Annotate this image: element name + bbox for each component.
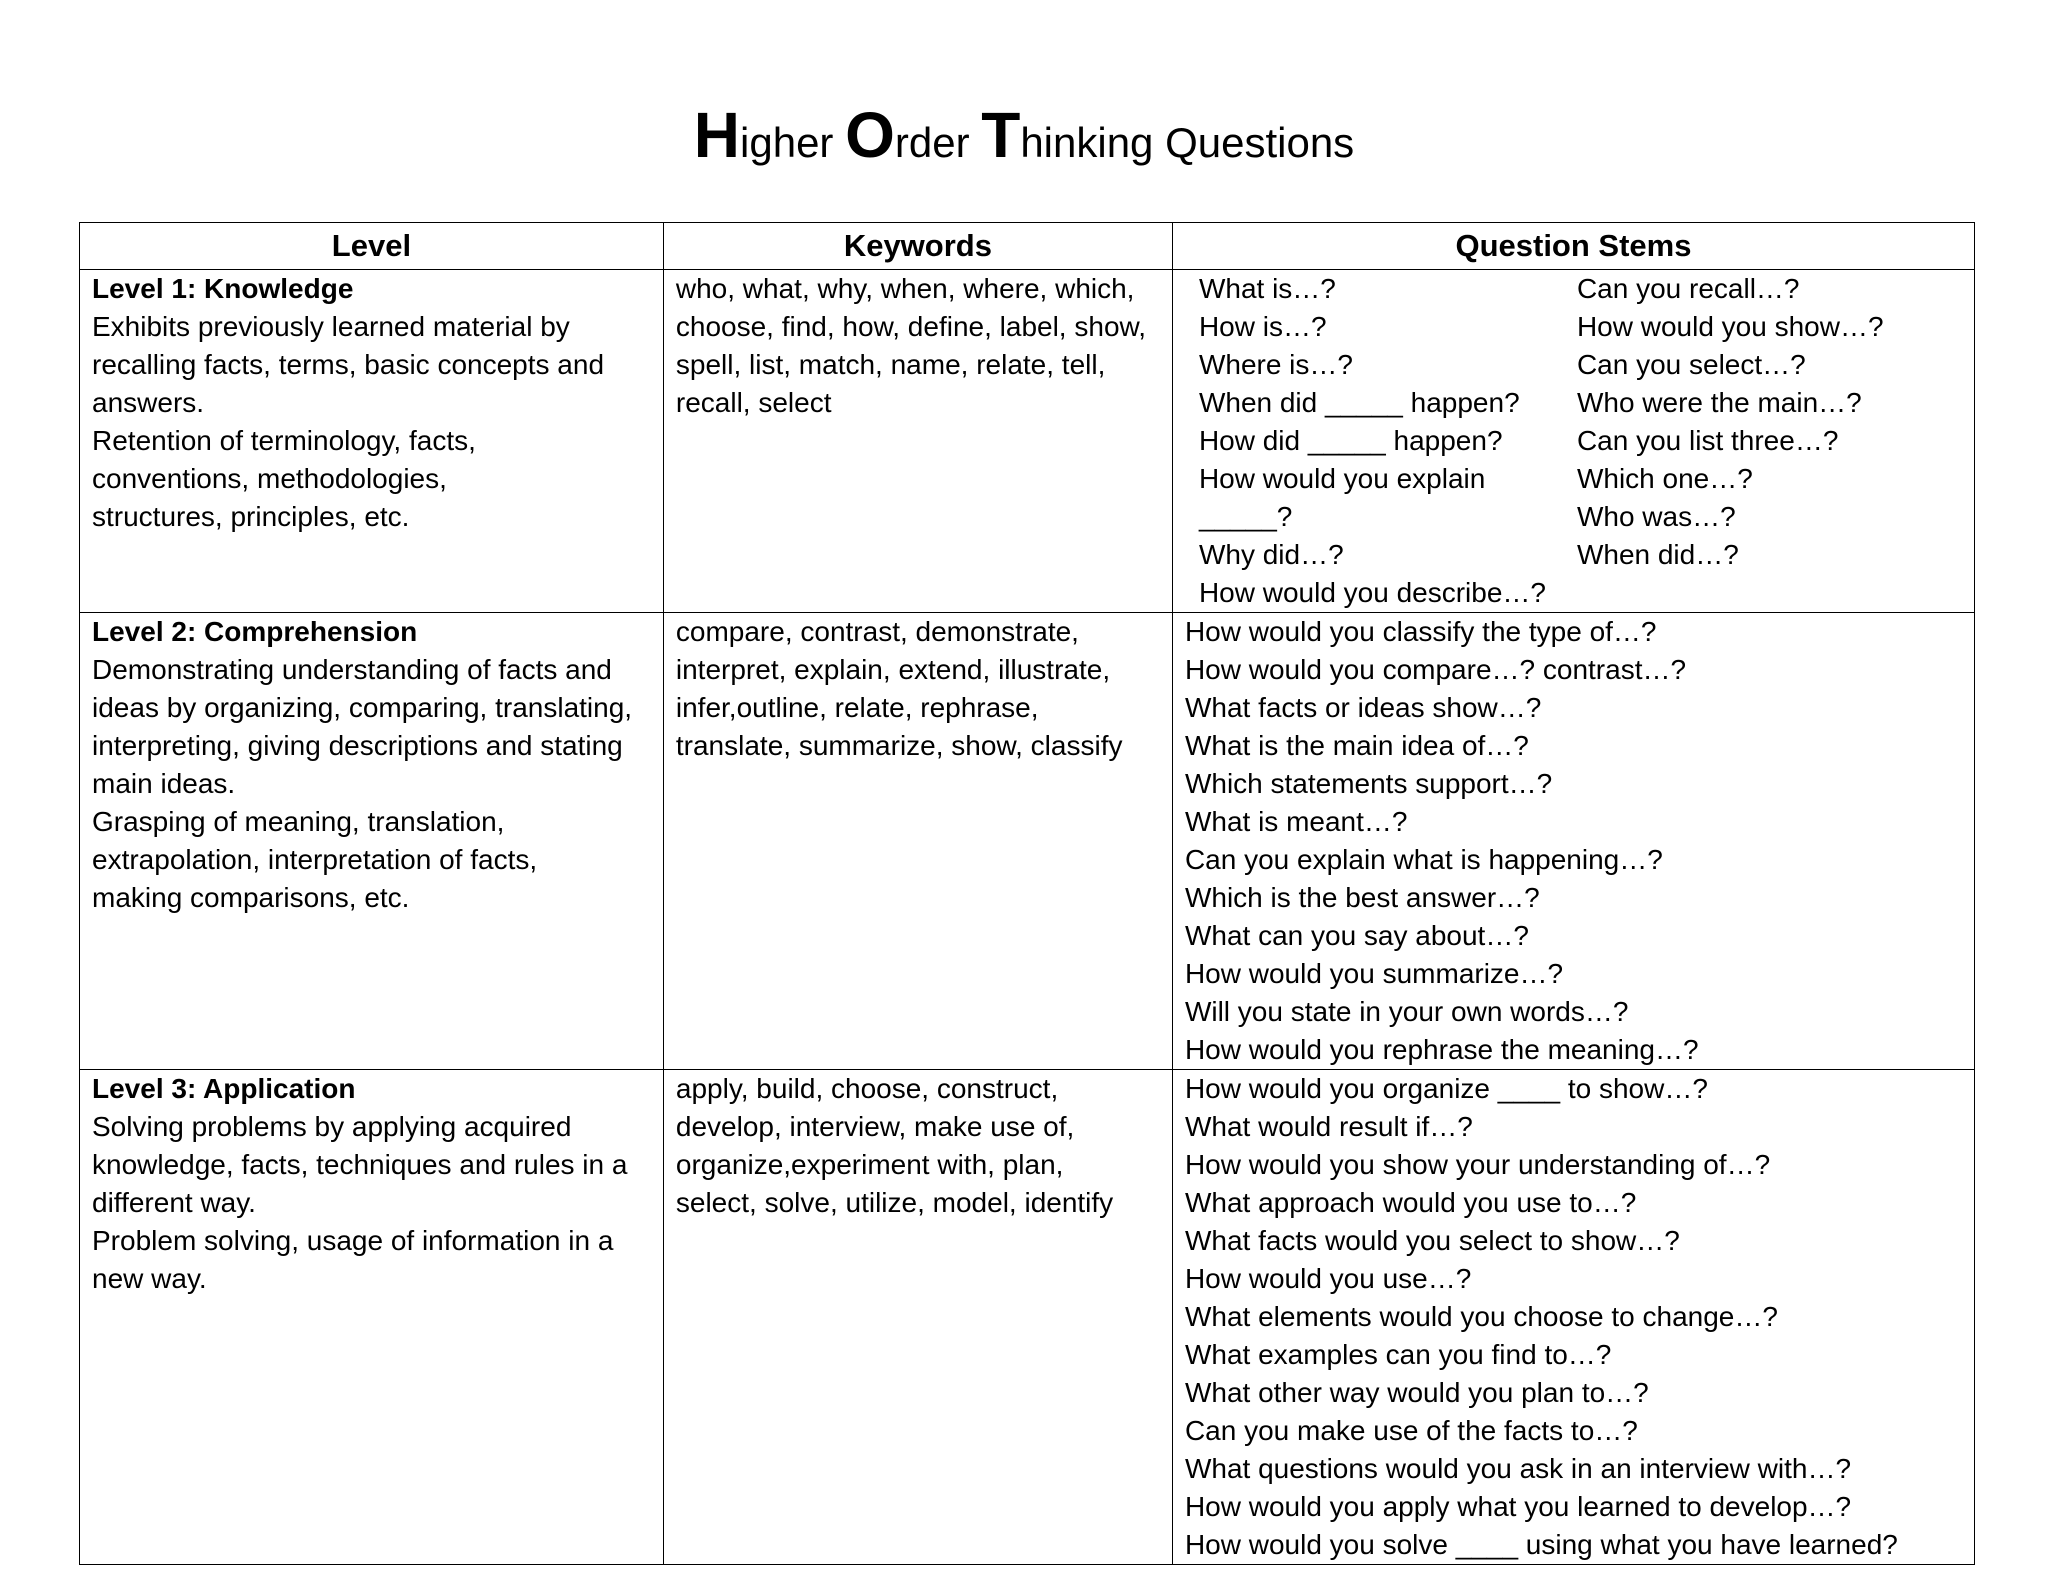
question-stem: What facts would you select to show…?	[1184, 1225, 1680, 1256]
keywords-line: spell, list, match, name, relate, tell,	[675, 349, 1106, 380]
question-stem: How would you describe…?	[1198, 577, 1546, 608]
question-stem: What is the main idea of…?	[1184, 730, 1529, 761]
level-description-line: new way.	[92, 1263, 207, 1294]
keywords-line: compare, contrast, demonstrate,	[675, 616, 1079, 647]
question-stem: How is…?	[1198, 311, 1327, 342]
title-part-o: rder	[894, 119, 982, 166]
title-cap-h: H	[693, 99, 741, 171]
title-part-t: hinking Questions	[1020, 119, 1355, 166]
keywords-line: develop, interview, make use of,	[675, 1111, 1075, 1142]
question-stem: Why did…?	[1198, 539, 1344, 570]
level-description-line: knowledge, facts, techniques and rules in a	[92, 1149, 628, 1180]
question-stem: What can you say about…?	[1184, 920, 1529, 951]
header-question-stems: Question Stems	[1172, 223, 1974, 270]
level-description-line: Retention of terminology, facts,	[92, 425, 476, 456]
question-stem: How would you show…?	[1576, 311, 1884, 342]
question-stem: How would you show your understanding of…?	[1184, 1149, 1771, 1180]
page-title	[0, 99, 2048, 176]
header-keywords: Keywords	[663, 223, 1172, 270]
keywords-cell	[663, 270, 1172, 613]
question-stem: Can you explain what is happening…?	[1184, 844, 1663, 875]
question-stem: _____?	[1198, 501, 1293, 532]
question-stem: Which is the best answer…?	[1184, 882, 1540, 913]
level-description-line: interpreting, giving descriptions and stating	[92, 730, 623, 761]
keywords-line: infer,outline, relate, rephrase,	[675, 692, 1039, 723]
question-stem: What questions would you ask in an interview with…?	[1184, 1453, 1852, 1484]
question-stem: How would you summarize…?	[1184, 958, 1564, 989]
level-description-line: main ideas.	[92, 768, 236, 799]
question-stem: How would you classify the type of…?	[1184, 616, 1657, 647]
title-cap-t: T	[981, 99, 1021, 171]
table-header-row	[80, 223, 1975, 270]
question-stem: How would you use…?	[1184, 1263, 1472, 1294]
question-stem: What facts or ideas show…?	[1184, 692, 1542, 723]
stems-cell	[1172, 270, 1974, 613]
question-stem: Can you list three…?	[1576, 425, 1839, 456]
keywords-line: apply, build, choose, construct,	[675, 1073, 1059, 1104]
keywords-line: recall, select	[675, 387, 832, 418]
question-stem: How would you compare…? contrast…?	[1184, 654, 1687, 685]
question-stem: Where is…?	[1198, 349, 1353, 380]
level-description-line: Solving problems by applying acquired	[92, 1111, 572, 1142]
table-row-knowledge	[80, 270, 1975, 613]
question-stem: How would you solve ____ using what you have learned?	[1184, 1529, 1898, 1560]
level-description-line: ideas by organizing, comparing, translating,	[92, 692, 633, 723]
question-stem: What examples can you find to…?	[1184, 1339, 1612, 1370]
question-stem: Which statements support…?	[1184, 768, 1553, 799]
question-stem: How would you organize ____ to show…?	[1184, 1073, 1708, 1104]
level-description-line: Grasping of meaning, translation,	[92, 806, 505, 837]
level-description-line: Exhibits previously learned material by	[92, 311, 570, 342]
level-cell	[80, 613, 664, 1070]
level-description-line: making comparisons, etc.	[92, 882, 410, 913]
table-row-comprehension	[80, 613, 1975, 1070]
level-title: Level 1: Knowledge	[92, 273, 354, 304]
table-row-application	[80, 1070, 1975, 1565]
question-stem: What elements would you choose to change…?	[1184, 1301, 1778, 1332]
question-stem: Who were the main…?	[1576, 387, 1862, 418]
question-stem: When did _____ happen?	[1198, 387, 1520, 418]
title-part-h: igher	[740, 119, 846, 166]
question-stem: Can you select…?	[1576, 349, 1806, 380]
level-description-line: recalling facts, terms, basic concepts and	[92, 349, 605, 380]
question-stem: What is…?	[1198, 273, 1336, 304]
level-cell	[80, 1070, 664, 1565]
question-stem: Can you recall…?	[1576, 273, 1800, 304]
question-stem: How did _____ happen?	[1198, 425, 1503, 456]
question-stem: When did…?	[1576, 539, 1739, 570]
keywords-line: organize,experiment with, plan,	[675, 1149, 1064, 1180]
question-stem: What would result if…?	[1184, 1111, 1473, 1142]
level-title: Level 2: Comprehension	[92, 616, 418, 647]
level-cell	[80, 270, 664, 613]
keywords-line: interpret, explain, extend, illustrate,	[675, 654, 1111, 685]
keywords-line: select, solve, utilize, model, identify	[675, 1187, 1114, 1218]
keywords-line: who, what, why, when, where, which,	[675, 273, 1135, 304]
level-description-line: answers.	[92, 387, 205, 418]
stems-column-left	[1199, 270, 1577, 612]
level-description-line: different way.	[92, 1187, 256, 1218]
keywords-cell	[663, 1070, 1172, 1565]
header-level: Level	[80, 223, 664, 270]
question-stem: Can you make use of the facts to…?	[1184, 1415, 1638, 1446]
question-stem: How would you rephrase the meaning…?	[1184, 1034, 1699, 1065]
stems-cell	[1172, 1070, 1974, 1565]
level-description-line: Demonstrating understanding of facts and	[92, 654, 612, 685]
question-stem: How would you explain	[1198, 463, 1486, 494]
question-stem: What approach would you use to…?	[1184, 1187, 1637, 1218]
question-stem: What other way would you plan to…?	[1184, 1377, 1649, 1408]
keywords-line: choose, find, how, define, label, show,	[675, 311, 1146, 342]
stems-cell	[1172, 613, 1974, 1070]
hot-questions-table	[79, 222, 1975, 1565]
title-cap-o: O	[845, 99, 895, 171]
level-title: Level 3: Application	[92, 1073, 356, 1104]
question-stem: How would you apply what you learned to develop…?	[1184, 1491, 1852, 1522]
level-description-line: extrapolation, interpretation of facts,	[92, 844, 538, 875]
question-stem: Will you state in your own words…?	[1184, 996, 1629, 1027]
stems-column-right	[1577, 270, 1937, 612]
question-stem: Who was…?	[1576, 501, 1736, 532]
level-description-line: conventions, methodologies,	[92, 463, 447, 494]
level-description-line: structures, principles, etc.	[92, 501, 410, 532]
question-stem: What is meant…?	[1184, 806, 1408, 837]
keywords-cell	[663, 613, 1172, 1070]
keywords-line: translate, summarize, show, classify	[675, 730, 1123, 761]
question-stem: Which one…?	[1576, 463, 1753, 494]
level-description-line: Problem solving, usage of information in a	[92, 1225, 614, 1256]
